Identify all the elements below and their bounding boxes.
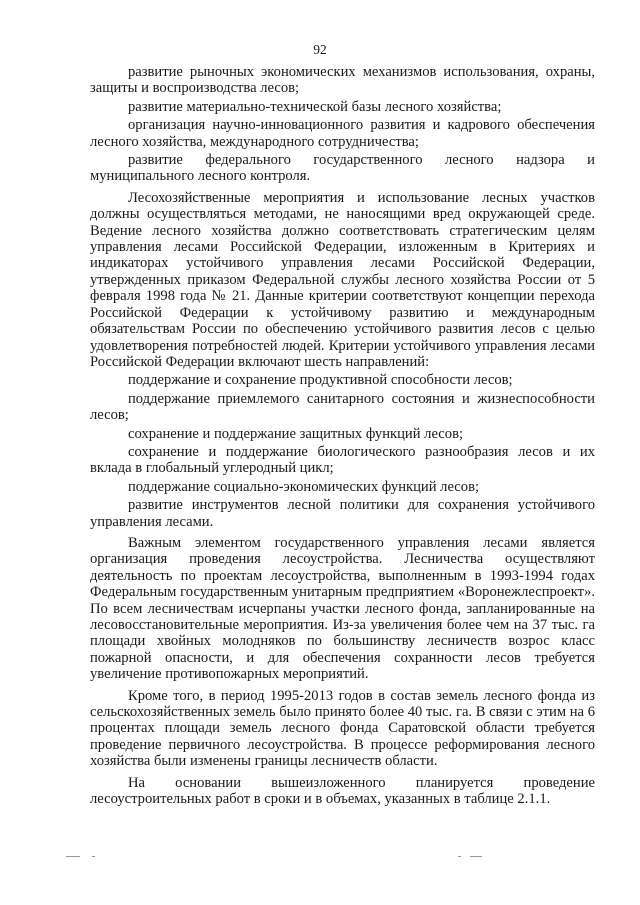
criteria-item-productivity: поддержание и сохранение продуктивной способности лесов; <box>128 372 513 389</box>
paragraph-innovation: организация научно-инновационного развития и кадрового обеспечения лесного хозяйства, международного сотрудничества; <box>90 117 595 150</box>
paragraph-forest-inventory: Важным элементом государственного управления лесами является организация проведения лесоустройства. Лесничества осуществляют деятельность по проектам лесоустройства, выполненным в 1993-1994 годах Федеральным государственным унитарным предприятием «Воронежлеспроект». По всем лесничествам исчерпаны участки лесного фонда, запланированные на лесовосстановительные мероприятия. Из-за увеличения более чем на 37 тыс. га площади хвойных молодняков по большинству лесничеств возрос класс пожарной опасности, и для обеспечения сохранности лесов требуется увеличение противопожарных мероприятий. <box>90 534 595 683</box>
criteria-item-policy: развитие инструментов лесной политики для сохранения устойчивого управления лесами. <box>90 497 595 530</box>
criteria-item-sanitary: поддержание приемлемого санитарного состояния и жизнеспособности лесов; <box>90 390 595 424</box>
criteria-item-socio-economic: поддержание социально-экономических функций лесов; <box>128 478 480 495</box>
scan-mark-left <box>66 856 80 857</box>
scan-mark-left-small <box>92 856 95 857</box>
criteria-item-protective: сохранение и поддержание защитных функций лесов; <box>128 425 464 442</box>
paragraph-conclusion: На основании вышеизложенного планируется проведение лесоустроительных работ в сроки и в объемах, указанных в таблице 2.1.1. <box>90 774 595 808</box>
paragraph-land-transfer: Кроме того, в период 1995-2013 годов в состав земель лесного фонда из сельскохозяйственных земель было принято более 40 тыс. га. В связи с этим на 6 процентах площади земель лесного фонда Саратовской области требуется проведение первичного лесоустройства. В процессе реформирования лесного хозяйства были изменены границы лесничеств области. <box>90 687 595 770</box>
paragraph-market-mechanisms: развитие рыночных экономических механизмов использования, охраны, защиты и воспроизводства лесов; <box>90 64 595 97</box>
page-number: 92 <box>313 42 327 57</box>
scan-mark-right-long <box>470 856 482 857</box>
paragraph-forestry-measures: Лесохозяйственные мероприятия и использование лесных участков должны осуществляться методами, не наносящими вред окружающей среде. Ведение лесного хозяйства должно соответствовать стратегическим целям управления лесами Российской Федерации, изложенным в Критериях и индикаторах устойчивого управления лесами Российской Федерации, утвержденных приказом Федеральной службы лесного хозяйства России от 5 февраля 1998 года № 21. Данные критерии соответствуют концепции перехода Российской Федерации к устойчивому развитию и международным обязательствам России по обеспечению устойчивого развития лесов с целью удовлетворения потребностей людей. Критерии устойчивого управления лесами Российской Федерации включают шесть направлений: <box>90 189 595 370</box>
criteria-item-biodiversity: сохранение и поддержание биологического разнообразия лесов и их вклада в глобальный углеродный цикл; <box>90 443 595 477</box>
paragraph-forest-supervision: развитие федерального государственного лесного надзора и муниципального лесного контроля. <box>90 152 595 185</box>
paragraph-material-base: развитие материально-технической базы лесного хозяйства; <box>128 98 502 115</box>
body-text <box>90 64 595 807</box>
scan-mark-right <box>458 856 461 857</box>
